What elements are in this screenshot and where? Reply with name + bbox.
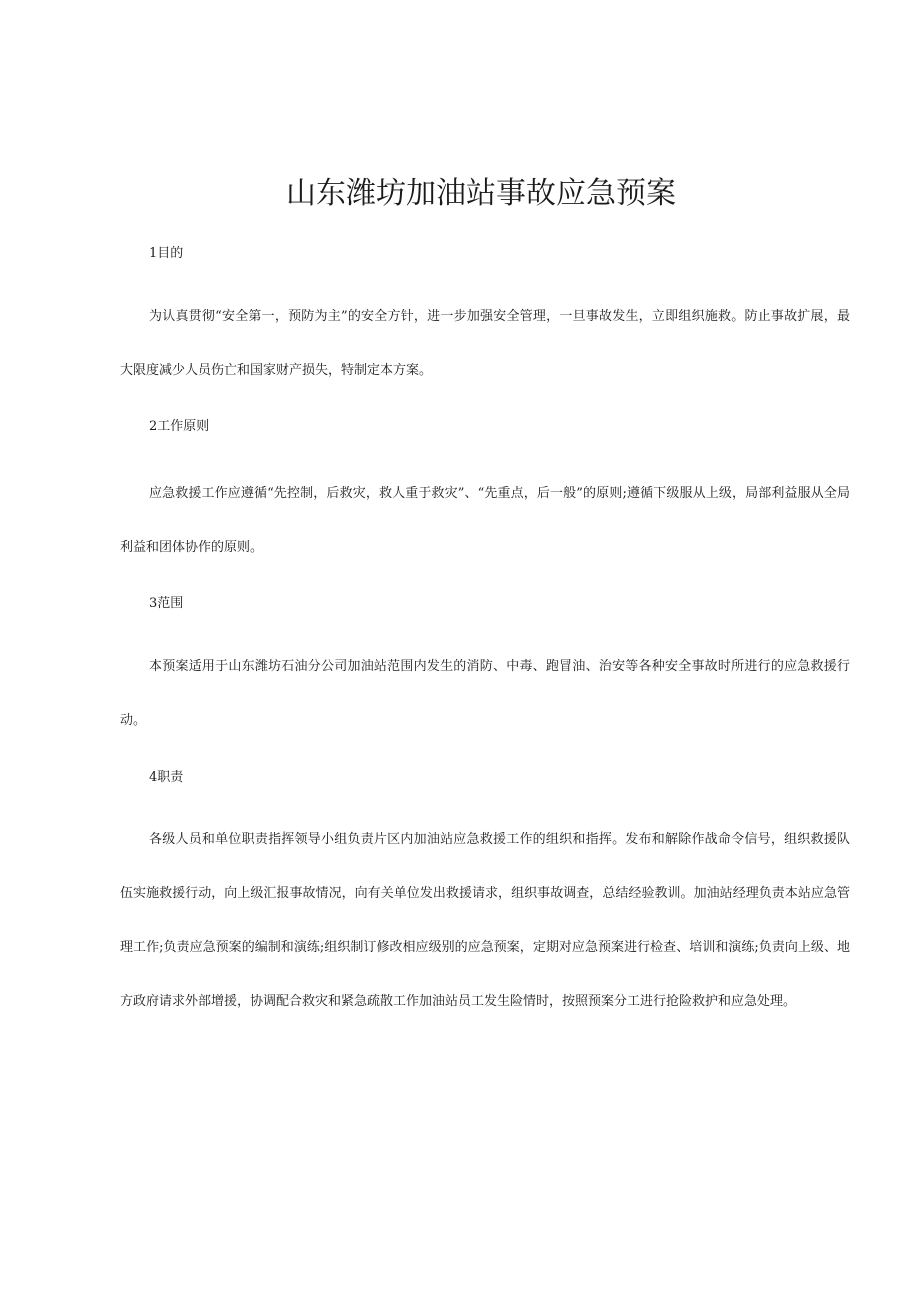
section-body-scope: 本预案适用于山东潍坊石油分公司加油站范围内发生的消防、中毒、跑冒油、治安等各种安全事故时所进行的应急救援行动。 — [120, 659, 850, 728]
section-body-principles: 应急救援工作应遵循“先控制，后救灾，救人重于救灾”、“先重点，后一般”的原则;遵循下级服从上级，局部利益服从全局利益和团体协作的原则。 — [120, 486, 850, 555]
section-heading-responsibilities: 4职责 — [149, 770, 184, 785]
section-heading-purpose: 1目的 — [149, 246, 184, 261]
section-heading-scope: 3范围 — [149, 596, 184, 611]
section-body-purpose: 为认真贯彻“安全第一，预防为主”的安全方针，进一步加强安全管理，一旦事故发生，立即组织施救。防止事故扩展，最大限度减少人员伤亡和国家财产损失，特制定本方案。 — [120, 309, 850, 378]
document-title: 山东潍坊加油站事故应急预案 — [286, 176, 676, 211]
section-heading-principles: 2工作原则 — [149, 419, 210, 434]
section-body-responsibilities: 各级人员和单位职责指挥领导小组负责片区内加油站应急救援工作的组织和指挥。发布和解除作战命令信号，组织救援队伍实施救援行动，向上级汇报事故情况，向有关单位发出救援请求，组织事故调查，总结经验教训。加油站经理负责本站应急管理工作;负责应急预案的编制和演练;组织制订修改相应级别的应急预案，定期对应急预案进行检查、培训和演练;负责向上级、地方政府请求外部增援，协调配合救灾和紧急疏散工作加油站员工发生险情时，按照预案分工进行抢险救护和应急处理。 — [120, 832, 850, 1009]
